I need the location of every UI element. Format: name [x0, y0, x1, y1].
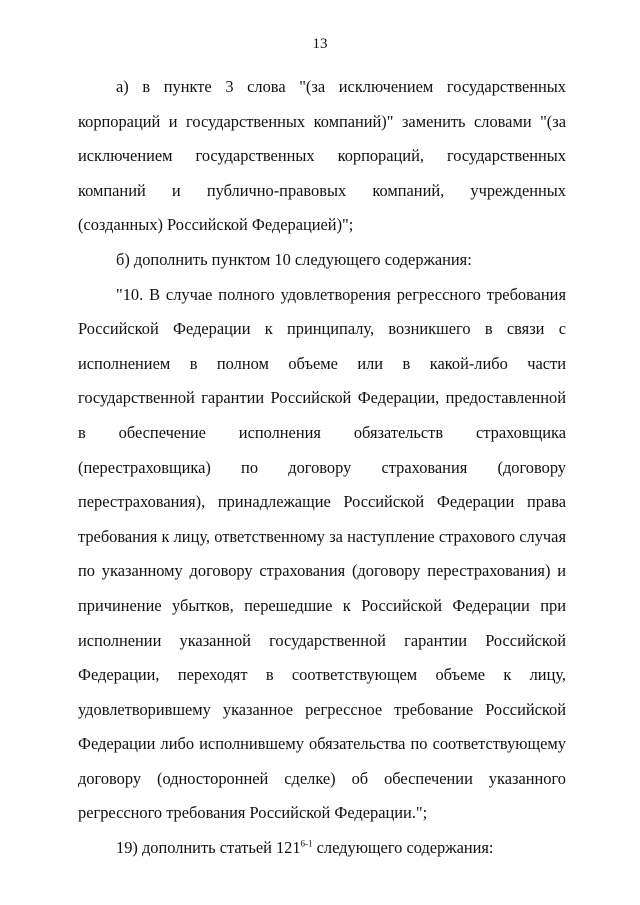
paragraph-point-10: "10. В случае полного удовлетворения регрессного требования Российской Федерации к принципалу, возникшего в связи с исполнением в полном объеме или в какой-либо части государственной гарантии Российской Федерации, предоставленной в обеспечение исполнения обязательств страховщика (перестраховщика) по договору страхования (договору перестрахования), принадлежащие Российской Федерации права требования к лицу, ответственному за наступление страхового случая по указанному договору страхования (договору перестрахования) и причинение убытков, перешедшие к Российской Федерации при исполнении указанной государственной гарантии Российской Федерации, переходят в соответствующем объеме к лицу, удовлетворившему указанное регрессное требование Российской Федерации либо исполнившему обязательства по соответствующему договору (односторонней сделке) об обеспечении указанного регрессного требования Российской Федерации.";: [78, 284, 566, 823]
paragraph-b: б) дополнить пунктом 10 следующего содержания:: [116, 249, 472, 269]
article-superscript: 6-1: [300, 838, 313, 849]
page-number: 13: [312, 36, 328, 52]
paragraph-19-text-after: следующего содержания:: [312, 838, 494, 858]
paragraph-19-text-before: 19) дополнить статьей 121: [116, 838, 301, 858]
paragraph-19: [78, 831, 566, 866]
paragraph-a: а) в пункте 3 слова "(за исключением государственных корпораций и государственных компаний)" заменить словами "(за исключением государственных корпораций, государственных компаний и публично-правовых компаний, учрежденных (созданных) Российской Федерацией)";: [78, 77, 566, 235]
document-body: [78, 70, 566, 866]
